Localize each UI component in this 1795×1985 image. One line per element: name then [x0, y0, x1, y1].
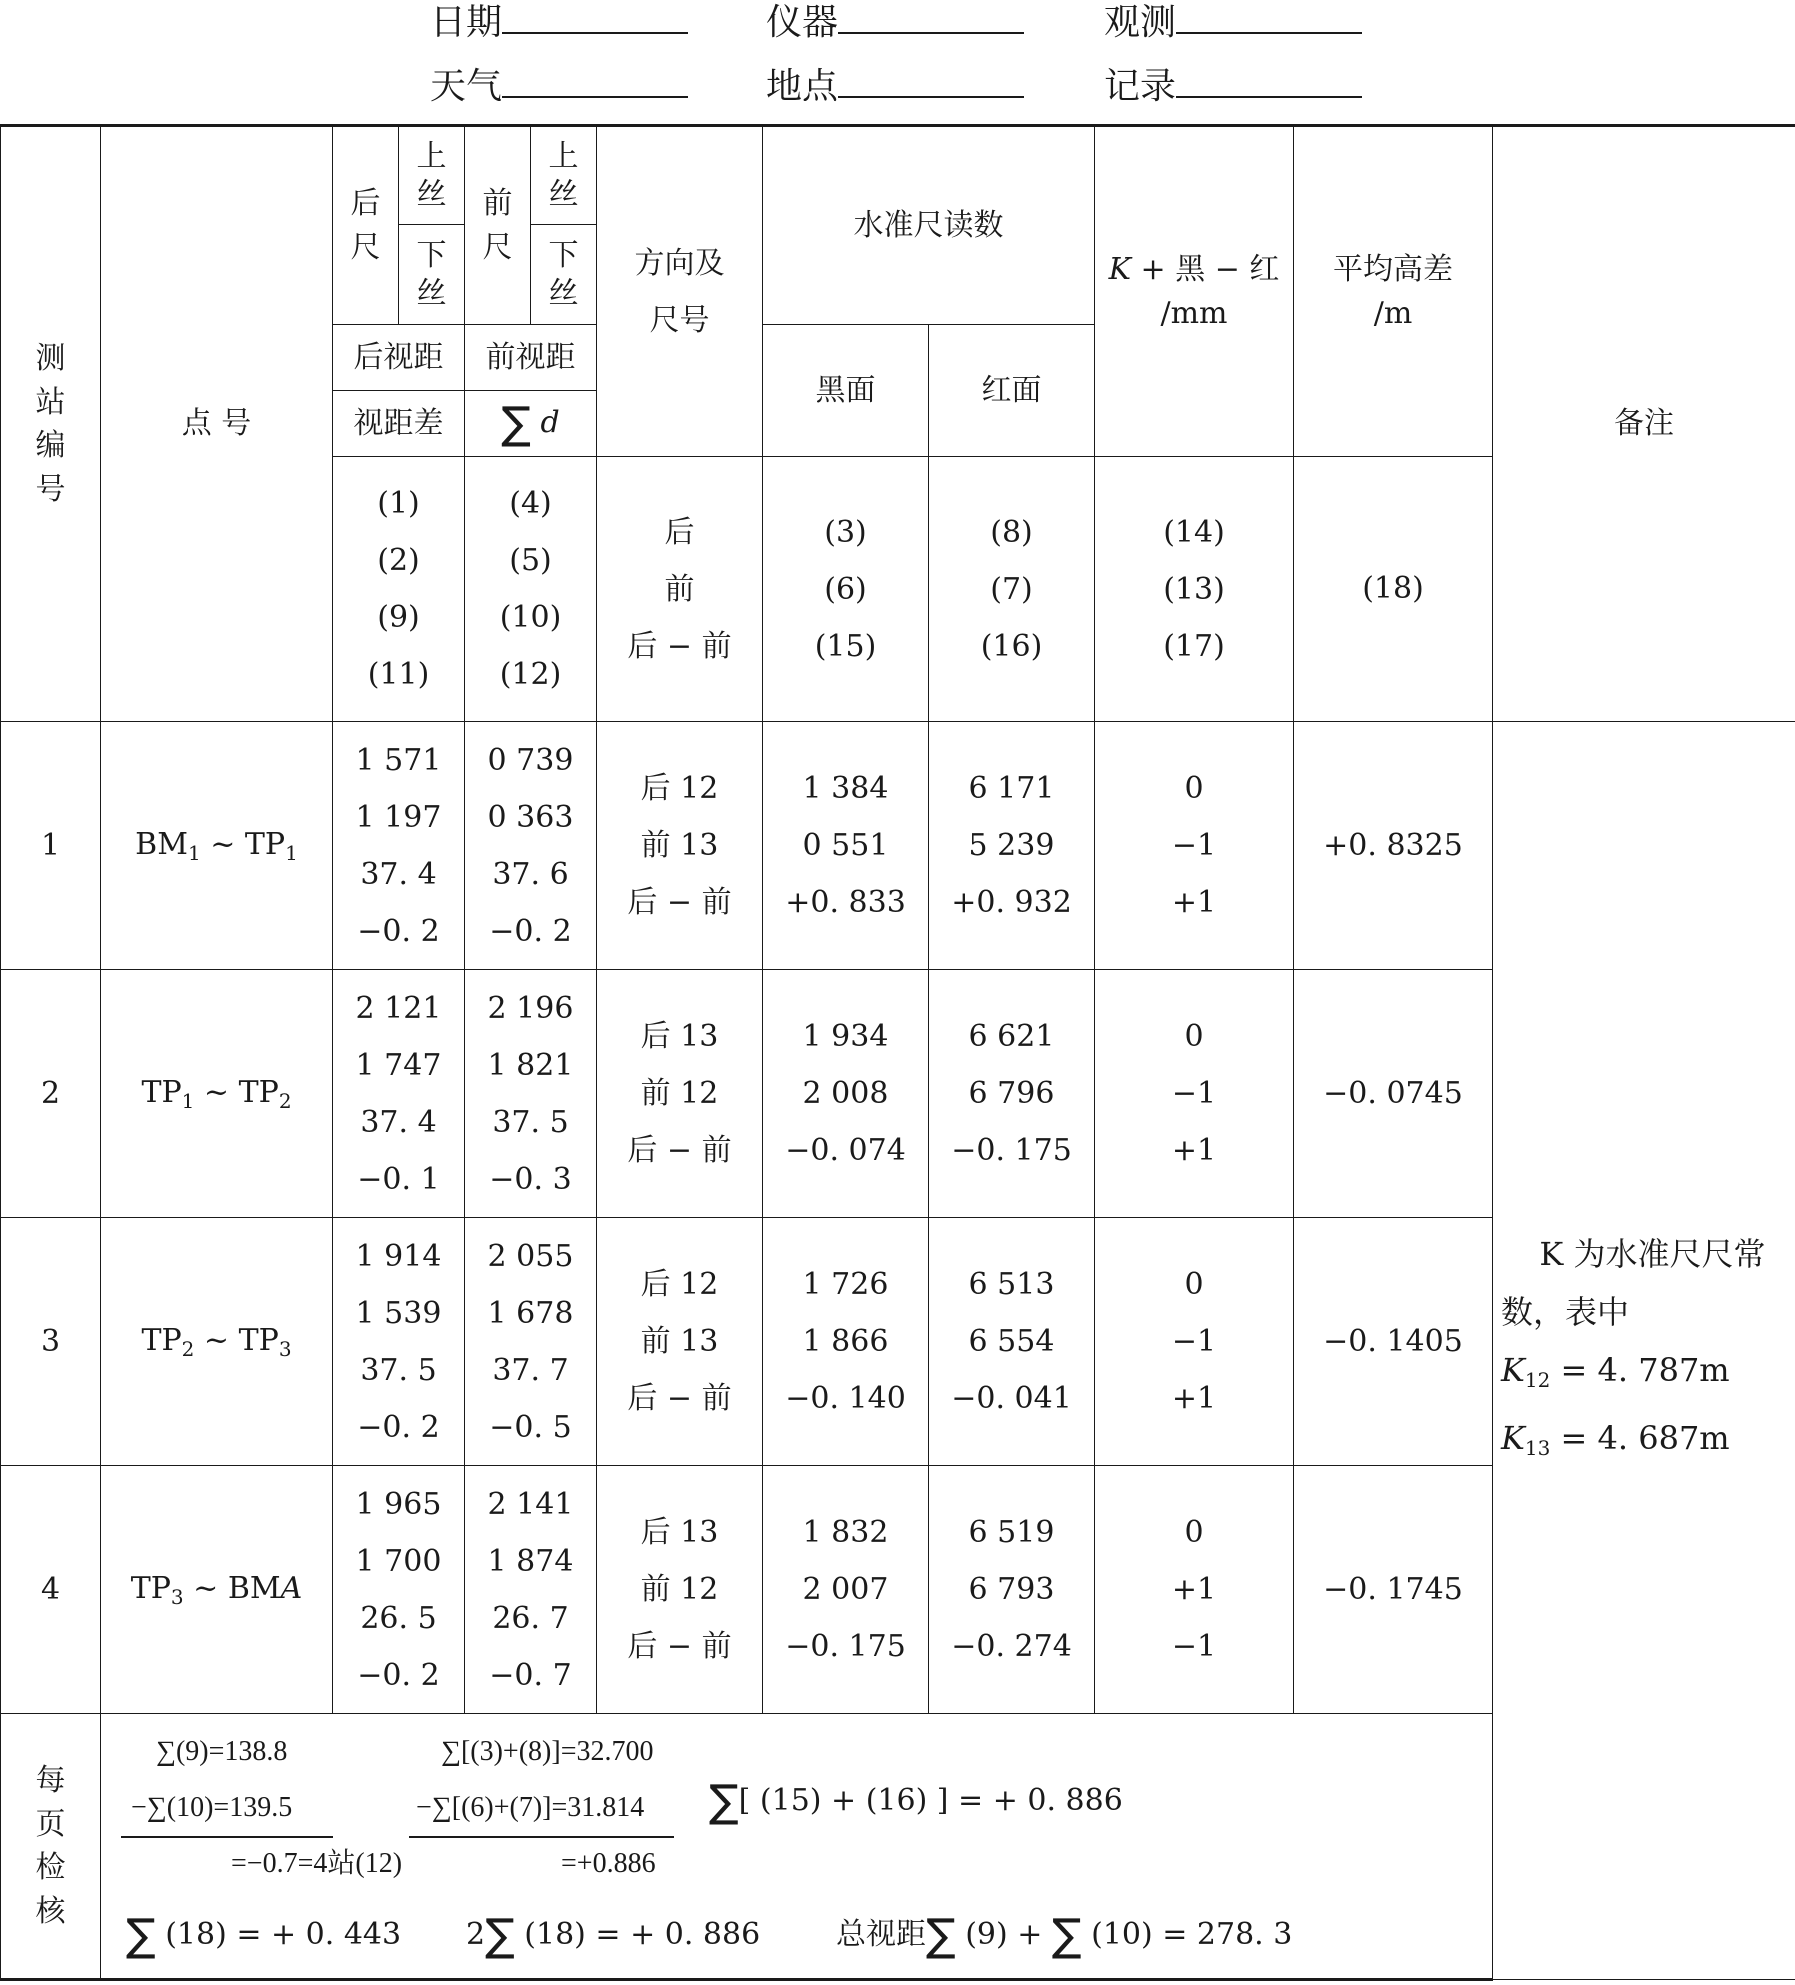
recorder-blank — [1176, 62, 1362, 98]
mean-diff-value: +0. 8325 — [1294, 722, 1493, 970]
front-distance-header: 前视距 — [465, 325, 597, 391]
observer-field — [1104, 0, 1362, 45]
point-no-header: 点 号 — [101, 127, 333, 722]
check-sum-9: ∑(9)=138.8 — [156, 1736, 288, 1767]
back-staff-header: 后尺 — [333, 127, 399, 325]
header-row-1 — [0, 0, 1795, 54]
k-check-values: 0 −1 +1 — [1095, 970, 1294, 1218]
sigma-symbol: ∑ — [501, 397, 531, 449]
point-no: $TP_2$ ~ $TP_3$ — [101, 1218, 333, 1466]
location-label: 地点 — [766, 66, 839, 107]
direction-values: 后 13 前 12 后 − 前 — [597, 1466, 763, 1714]
location-blank — [838, 62, 1024, 98]
mean-diff-header — [1294, 127, 1493, 457]
header-row-a — [1, 127, 1795, 225]
remarks-header: 备注 — [1493, 127, 1795, 722]
black-face-header: 黑面 — [763, 325, 929, 457]
sigma-symbol: ∑ — [1051, 1910, 1082, 1961]
check-reading-result: =+0.886 — [561, 1848, 656, 1879]
remarks-cell — [1493, 722, 1795, 1980]
sigma-symbol: ∑ — [709, 1776, 739, 1827]
k-check-unit: /mm — [1160, 295, 1228, 331]
point-no: $TP_1$ ~ $TP_2$ — [101, 970, 333, 1218]
back-staff-values: 1 965 1 700 26. 5 −0. 2 — [333, 1466, 465, 1714]
sigma-symbol: ∑ — [926, 1910, 956, 1961]
staff-readings-header: 水准尺读数 — [763, 127, 1095, 325]
k-check-values: 0 −1 +1 — [1095, 722, 1294, 970]
instrument-blank — [838, 0, 1024, 34]
back-upper-stadia-header: 上丝 — [399, 127, 465, 225]
red-face-values: 6 519 6 793 −0. 274 — [929, 1466, 1095, 1714]
check-rule-a — [121, 1836, 333, 1838]
k-check-values: 0 −1 +1 — [1095, 1218, 1294, 1466]
mean-diff-value: −0. 1745 — [1294, 1466, 1493, 1714]
direction-values: 后 13 前 12 后 − 前 — [597, 970, 763, 1218]
sum-d-variable: d — [540, 404, 560, 440]
station-no: 3 — [1, 1218, 101, 1466]
observer-blank — [1176, 0, 1362, 34]
k-check-title: K + 黑 − 红 — [1108, 252, 1280, 287]
table-row — [1, 722, 1795, 970]
location-field — [766, 58, 1024, 109]
legend-front: (4) (5) (10) (12) — [465, 457, 597, 722]
station-no-header: 测站编号 — [1, 127, 101, 722]
weather-blank — [502, 62, 688, 98]
date-blank — [502, 0, 688, 34]
page-check-content — [101, 1714, 1492, 1978]
front-staff-values: 2 141 1 874 26. 7 −0. 7 — [465, 1466, 597, 1714]
back-distance-header: 后视距 — [333, 325, 465, 391]
red-face-values: 6 171 5 239 +0. 932 — [929, 722, 1095, 970]
black-face-values: 1 726 1 866 −0. 140 — [763, 1218, 929, 1466]
legend-back: (1) (2) (9) (11) — [333, 457, 465, 722]
direction-values: 后 12 前 13 后 − 前 — [597, 722, 763, 970]
red-face-values: 6 513 6 554 −0. 041 — [929, 1218, 1095, 1466]
observer-label: 观测 — [1104, 2, 1177, 43]
station-no: 1 — [1, 722, 101, 970]
sigma-symbol: ∑ — [485, 1910, 515, 1961]
k-check-values: 0 +1 −1 — [1095, 1466, 1294, 1714]
back-staff-values: 2 121 1 747 37. 4 −0. 1 — [333, 970, 465, 1218]
date-label: 日期 — [430, 2, 503, 43]
front-staff-values: 2 196 1 821 37. 5 −0. 3 — [465, 970, 597, 1218]
weather-label: 天气 — [430, 66, 503, 107]
check-rule-b — [409, 1836, 674, 1838]
page-check-label: 每页检核 — [1, 1714, 101, 1980]
red-face-values: 6 621 6 796 −0. 175 — [929, 970, 1095, 1218]
k-check-header — [1095, 127, 1294, 457]
front-upper-stadia-header: 上丝 — [531, 127, 597, 225]
weather-field — [430, 58, 688, 109]
recorder-label: 记录 — [1104, 66, 1177, 107]
mean-diff-unit: /m — [1373, 295, 1413, 331]
red-face-header: 红面 — [929, 325, 1095, 457]
front-staff-values: 2 055 1 678 37. 7 −0. 5 — [465, 1218, 597, 1466]
back-lower-stadia-header: 下丝 — [399, 225, 465, 325]
check-sum-18: ∑ (18) = + 0. 443 — [126, 1910, 402, 1961]
legend-direction: 后 前 后 − 前 — [597, 457, 763, 722]
check-sum-3-8: ∑[(3)+(8)]=32.700 — [441, 1736, 654, 1767]
back-staff-values: 1 914 1 539 37. 5 −0. 2 — [333, 1218, 465, 1466]
legend-k: (14) (13) (17) — [1095, 457, 1294, 722]
check-double-sum-18: 2∑ (18) = + 0. 886 — [466, 1910, 761, 1961]
instrument-label: 仪器 — [766, 2, 839, 43]
black-face-values: 1 832 2 007 −0. 175 — [763, 1466, 929, 1714]
form-header — [0, 0, 1795, 126]
sigma-symbol: ∑ — [126, 1910, 156, 1961]
check-distance-result: =−0.7=4站(12) — [231, 1848, 403, 1879]
leveling-record-table — [0, 126, 1795, 1981]
mean-diff-title: 平均高差 — [1333, 252, 1453, 287]
check-sum-10: −∑(10)=139.5 — [131, 1792, 293, 1823]
mean-diff-value: −0. 0745 — [1294, 970, 1493, 1218]
front-staff-values: 0 739 0 363 37. 6 −0. 2 — [465, 722, 597, 970]
remark-line: K 为水准尺尺常数，表中 — [1501, 1234, 1766, 1331]
page-check-cell — [101, 1714, 1493, 1980]
point-no: $TP_3$ ~ BMA — [101, 1466, 333, 1714]
black-face-values: 1 934 2 008 −0. 074 — [763, 970, 929, 1218]
direction-header: 方向及尺号 — [597, 127, 763, 457]
date-field — [430, 0, 688, 45]
black-face-values: 1 384 0 551 +0. 833 — [763, 722, 929, 970]
legend-red: (8) (7) (16) — [929, 457, 1095, 722]
legend-mean: (18) — [1294, 457, 1493, 722]
header-row-2 — [0, 58, 1795, 118]
front-staff-header: 前尺 — [465, 127, 531, 325]
remarks-text — [1501, 1225, 1787, 1477]
k12-line: $K_{12} = 4$. 787m — [1501, 1350, 1730, 1392]
front-lower-stadia-header: 下丝 — [531, 225, 597, 325]
check-sum-6-7: −∑[(6)+(7)]=31.814 — [416, 1792, 645, 1823]
legend-black: (3) (6) (15) — [763, 457, 929, 722]
check-sum-15-16: ∑[ (15) + (16) ] = + 0. 886 — [709, 1776, 1123, 1827]
distance-diff-header: 视距差 — [333, 391, 465, 457]
instrument-field — [766, 0, 1024, 45]
k13-line: $K_{13} = 4$. 687m — [1501, 1418, 1730, 1460]
back-staff-values: 1 571 1 197 37. 4 −0. 2 — [333, 722, 465, 970]
recorder-field — [1104, 58, 1362, 109]
station-no: 4 — [1, 1466, 101, 1714]
point-no: $BM_1$ ~ $TP_1$ — [101, 722, 333, 970]
station-no: 2 — [1, 970, 101, 1218]
direction-values: 后 12 前 13 后 − 前 — [597, 1218, 763, 1466]
mean-diff-value: −0. 1405 — [1294, 1218, 1493, 1466]
check-total-distance: 总视距∑ (9) + ∑ (10) = 278. 3 — [836, 1910, 1293, 1961]
sum-d-header — [465, 391, 597, 457]
